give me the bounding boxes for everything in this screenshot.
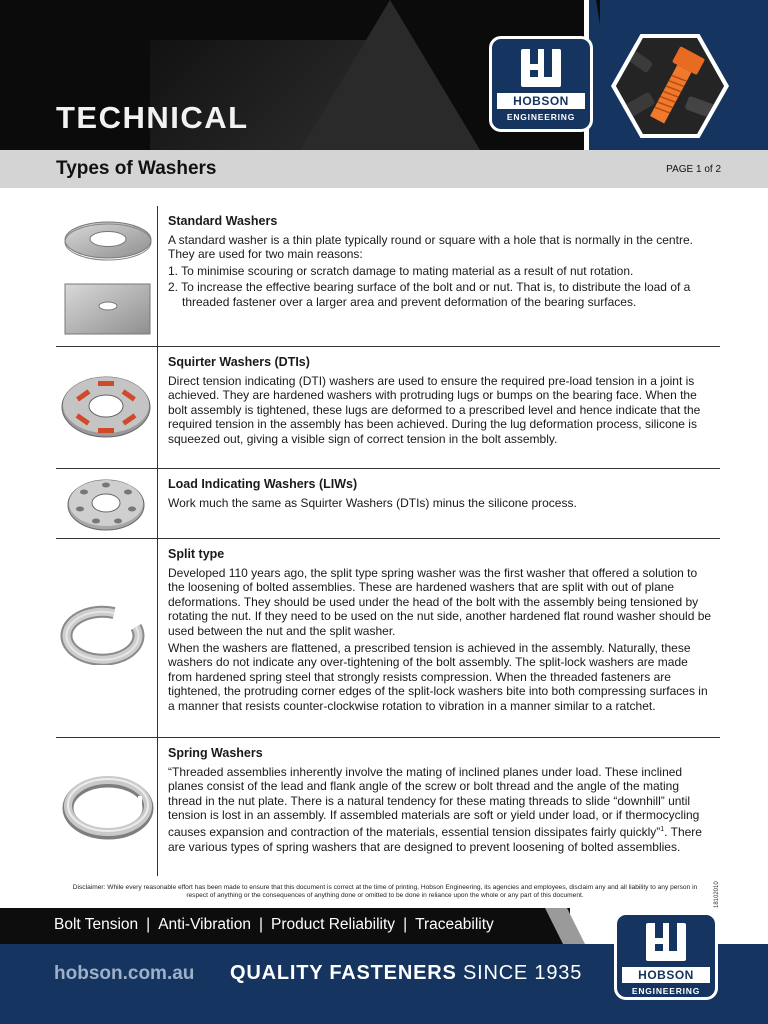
section-paragraph: Direct tension indicating (DTI) washers are used to ensure the required pre-load tension in a joint is achieved. They are hardened washers with protruding lugs or bumps on the bearing face. When the bolt assembly is tightened, these lugs are deformed to a prescribed level and hence indicate that the required tension in the assembly has been achieved. During the lug deformation process, silicone is squeezed out, giving a visible sign of correct tension in the bolt assembly. [168,373,701,446]
split-washer-image [56,605,157,670]
disclaimer: Disclaimer: While every reasonable effort has been made to ensure that this document is correct at the time of printing, Hobson Engineering, its agencies and employees, disclaim any and all liability to any person in respect of anything or the consequences of anything done or omitted to be done in reliance upon the whole or any part of this document. [72,884,698,899]
logo-brand: HOBSON [622,967,710,983]
section-text [168,547,714,716]
logo-sub: ENGINEERING [631,986,701,996]
section-text [168,214,714,312]
section-label: TECHNICAL [56,100,249,135]
quality-bold: QUALITY FASTENERS [230,962,457,984]
document-id: 18102010 [714,881,720,908]
section-heading: Standard Washers [168,214,278,228]
squirter-washer-image [56,373,157,448]
tag-product-reliability: Product Reliability [271,916,396,933]
section-paragraph: Work much the same as Squirter Washers (DTIs) minus the silicone process. [168,495,577,510]
section-text [168,477,714,512]
section-paragraph [168,765,714,855]
section-spring-washers [56,738,720,876]
list-item: 1. To minimise scouring or scratch damage to mating material as a result of nut rotation. [168,263,634,278]
tag-separator: | [258,916,263,933]
section-squirter-washers [56,347,720,469]
hobson-logo [489,36,593,132]
header-decoration [300,0,480,150]
tag-separator: | [403,916,408,933]
list-item: 2. To increase the effective bearing surface of the bolt and or nut. That is, to distribute the load of a threaded fastener over a larger area and prevent deformation of the bearing surfaces. [168,280,691,309]
quality-slogan [230,962,582,985]
section-paragraph: When the washers are flattened, a prescribed tension is achieved in the assembly. Naturally, these washers do not indicate any over-tightening of the bolt assembly. The split-lock washers are made from hardened spring steel that strongly resists compression. When the threaded fasteners are tightened, the protruding corner edges of the split-lock washers bite into both compressing surfaces in a manner that resists counter-clockwise rotation to vibration in a manner similar to a ratchet. [168,640,708,713]
section-paragraph: A standard washer is a thin plate typically round or square with a hole that is normally in the centre. They are used for two main reasons: [168,232,693,262]
quote-text: “Threaded assemblies inherently involve the mating of inclined planes under load. These inclined planes consist of the lead and flank angle of the screw or bolt thread and the angle of the mating thread in the nut plate. There is a natural tendency for these mating threads to slide “downhill” until tension is lost in an assembly. If assembled materials are soft or yield under load, or if thermocycling causes expansion and contraction of the materials, essential tension dissipates fairly quickly” [168,764,700,839]
logo-sub: ENGINEERING [506,112,576,122]
page-number: PAGE 1 of 2 [666,164,721,175]
tag-bolt-tension: Bolt Tension [54,916,139,933]
hobson-mark-icon [646,923,686,961]
tagline [54,916,494,934]
tag-anti-vibration: Anti-Vibration [158,916,251,933]
tag-traceability: Traceability [415,916,494,933]
section-heading: Load Indicating Washers (LIWs) [168,477,358,491]
section-load-indicating-washers [56,469,720,539]
section-text [168,746,714,856]
logo-brand: HOBSON [497,93,585,109]
standard-washer-images [56,216,157,341]
flat-washer-icon [56,216,157,336]
page-title: Types of Washers [56,158,217,179]
section-heading: Spring Washers [168,746,263,760]
liw-washer-image [56,475,157,540]
website-link[interactable]: hobson.com.au [54,963,195,984]
section-heading: Split type [168,547,225,561]
dti-washer-icon [56,373,157,443]
quote-tail: . There are various types of spring washers that are designed to prevent loosening of bolted assemblies. [168,824,702,854]
section-paragraph: Developed 110 years ago, the split type spring washer was the first washer that offered a solution to the loosening of bolted assemblies. These are hardened washers that are split with out of plane deformations. They should be used under the head of the bolt with the assembly being tensioned by rotating the nut. If they need to be used on the nut side, another hardened flat round washer should be used between the nut and the split washer. [168,565,712,638]
spring-washer-image [56,774,157,845]
hobson-mark-icon [521,49,561,87]
quality-rest: SINCE 1935 [456,962,583,984]
footnote-marker: 1 [660,825,665,833]
tag-separator: | [146,916,151,933]
liw-washer-icon [56,475,157,535]
section-split-type [56,539,720,738]
split-washer-icon [56,605,157,665]
spring-washer-icon [56,774,157,840]
section-standard-washers [56,206,720,347]
footer-hobson-logo [614,912,718,1000]
section-text [168,355,714,449]
section-heading: Squirter Washers (DTIs) [168,355,310,369]
